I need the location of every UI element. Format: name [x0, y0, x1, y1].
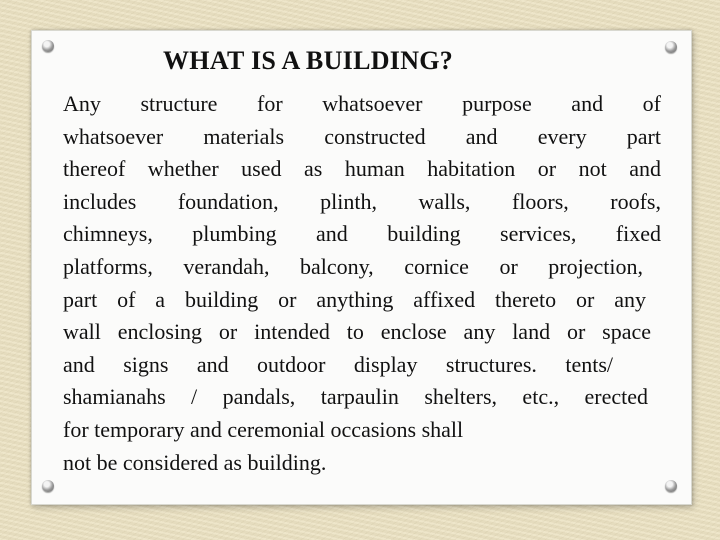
text-line: includes foundation, plinth, walls, floors, roofs, [63, 188, 661, 214]
text-line: whatsoever materials constructed and every part [63, 123, 661, 149]
text-line: platforms, verandah, balcony, cornice or projection, [63, 253, 643, 279]
text-line: part of a building or anything affixed thereto or any [63, 286, 646, 312]
slide-title: WHAT IS A BUILDING? [163, 46, 454, 75]
pushpin-icon [42, 40, 54, 52]
definition-text [63, 88, 703, 479]
text-line: wall enclosing or intended to enclose any land or space [63, 319, 651, 345]
text-line: thereof whether used as human habitation or not and [63, 156, 661, 182]
pushpin-icon [665, 480, 677, 492]
text-line: for temporary and ceremonial occasions shall [63, 416, 464, 442]
text-line: not be considered as building. [63, 449, 327, 475]
text-line: chimneys, plumbing and building services, fixed [63, 221, 661, 247]
pushpin-icon [42, 480, 54, 492]
text-line: shamianahs / pandals, tarpaulin shelters, etc., erected [63, 384, 648, 410]
text-line: and signs and outdoor display structures. tents/ [63, 351, 613, 377]
text-line: Any structure for whatsoever purpose and of [63, 91, 661, 116]
pushpin-icon [665, 41, 677, 53]
